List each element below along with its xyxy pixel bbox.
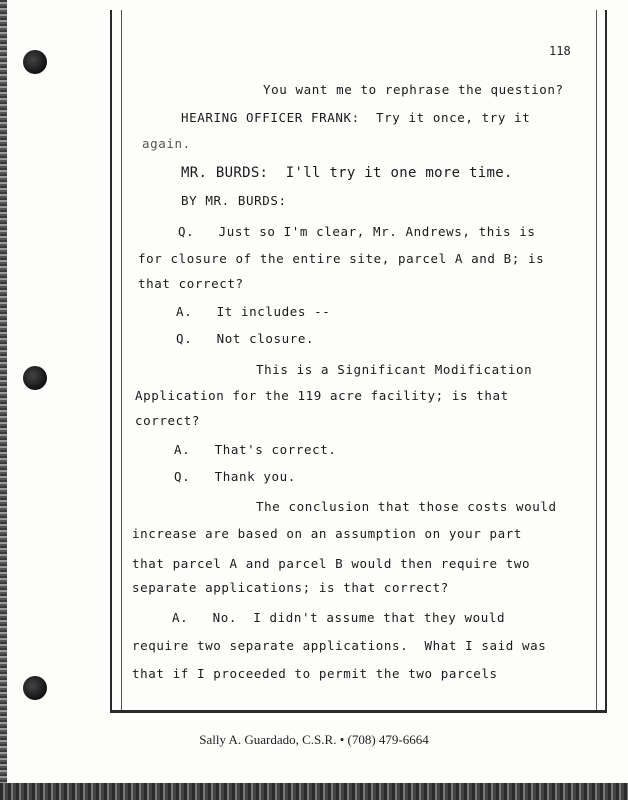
punch-hole-top: [23, 50, 47, 74]
transcript-line: You want me to rephrase the question?: [263, 82, 564, 97]
transcript-line: Application for the 119 acre facility; is that: [135, 388, 509, 403]
transcript-line: BY MR. BURDS:: [181, 193, 287, 208]
transcript-line: A. It includes --: [176, 304, 331, 319]
transcript-line: correct?: [135, 413, 201, 428]
transcript-line: Q. Not closure.: [176, 331, 315, 346]
transcript-line: A. No. I didn't assume that they would: [172, 610, 506, 625]
transcript-line: that correct?: [138, 276, 244, 291]
transcript-line: for closure of the entire site, parcel A and B; is: [138, 251, 545, 266]
punch-hole-bottom: [23, 676, 47, 700]
transcript-line: The conclusion that those costs would: [256, 499, 557, 514]
transcript-line: This is a Significant Modification: [256, 362, 533, 377]
transcript-line: separate applications; is that correct?: [132, 580, 449, 595]
reporter-footer: Sally A. Guardado, C.S.R. • (708) 479-6664: [199, 732, 429, 747]
margin-rule-left: [121, 10, 122, 710]
transcript-line: Q. Thank you.: [174, 469, 296, 484]
punch-hole-middle: [23, 366, 47, 390]
transcript-line: again.: [142, 136, 191, 151]
page-number: 118: [549, 44, 571, 58]
transcript-line: MR. BURDS: I'll try it one more time.: [181, 165, 513, 181]
transcript-line: A. That's correct.: [174, 442, 337, 457]
scan-edge-bottom: [0, 783, 628, 800]
margin-rule-right: [596, 10, 597, 710]
transcript-line: require two separate applications. What I said was: [132, 638, 547, 653]
scan-edge-left: [0, 0, 7, 800]
transcript-line: increase are based on an assumption on your part: [132, 526, 523, 541]
transcript-line: that if I proceeded to permit the two parcels: [132, 666, 498, 681]
transcript-line: Q. Just so I'm clear, Mr. Andrews, this is: [178, 224, 536, 239]
transcript-line: HEARING OFFICER FRANK: Try it once, try it: [181, 110, 531, 125]
transcript-line: that parcel A and parcel B would then require two: [132, 556, 531, 571]
